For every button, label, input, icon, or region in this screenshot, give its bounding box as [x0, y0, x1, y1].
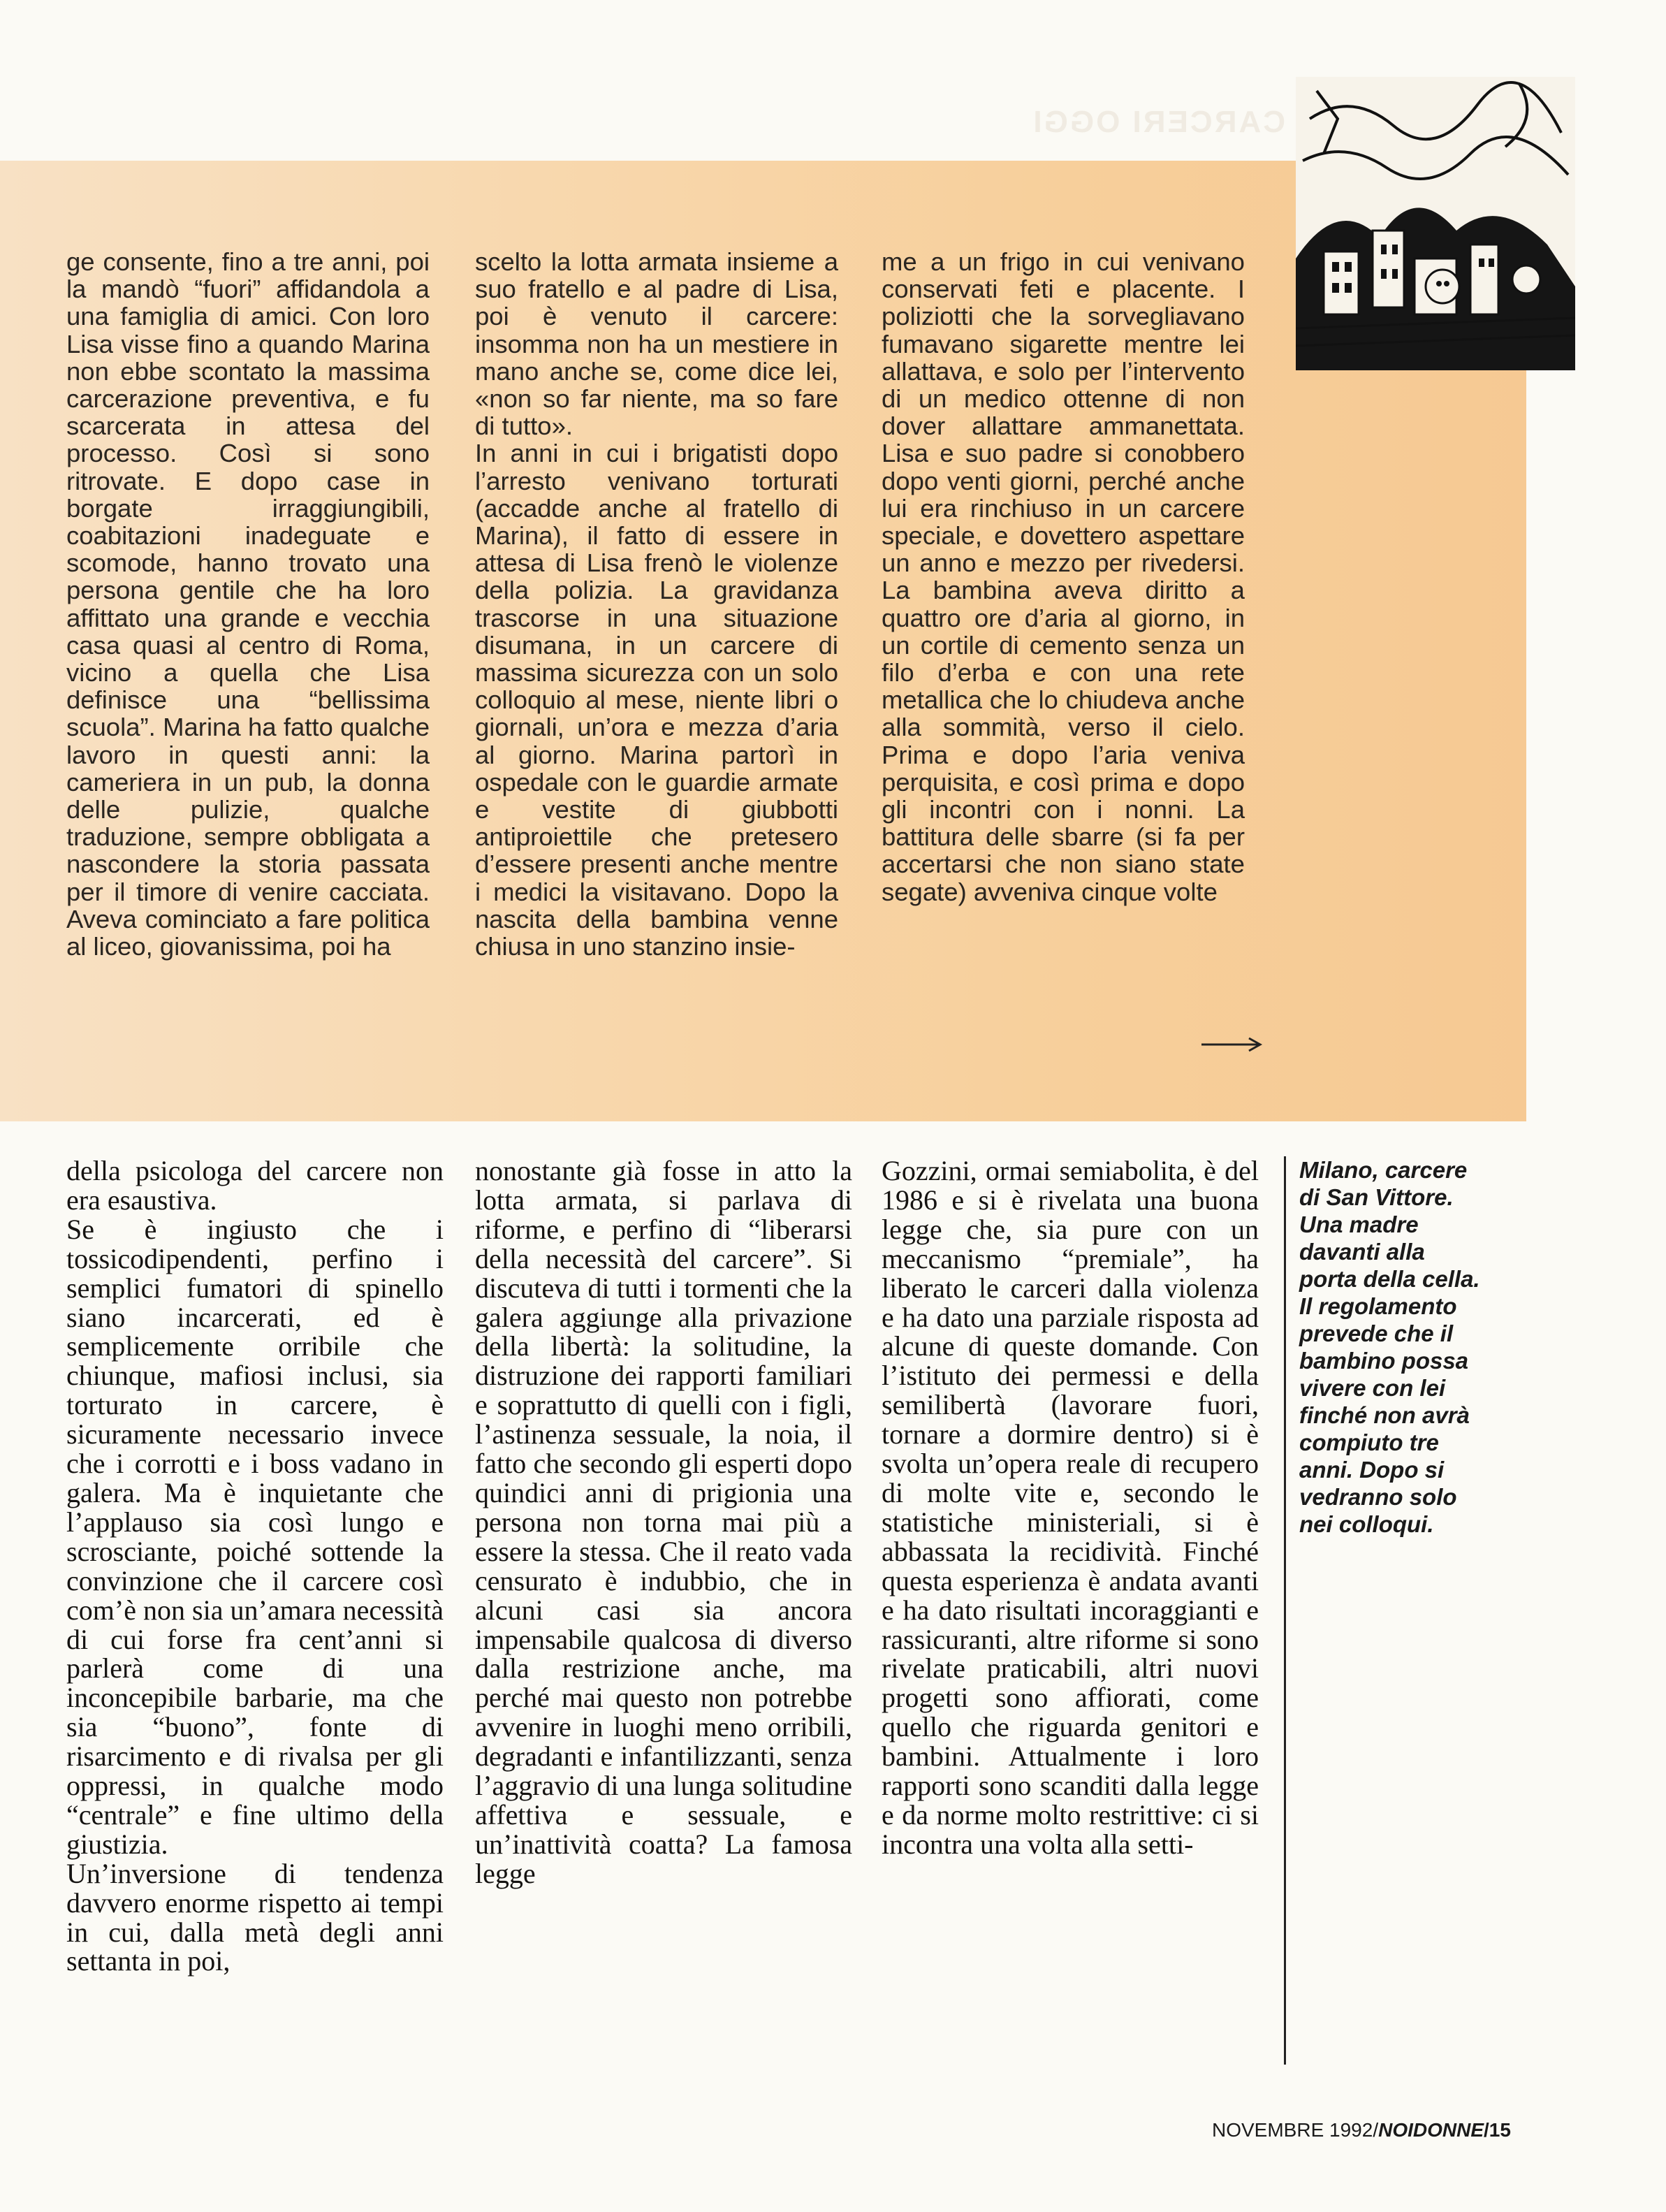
footer-date: NOVEMBRE 1992/	[1212, 2119, 1379, 2141]
article-column-bottom-2	[475, 1156, 852, 2065]
article-column-top-2	[475, 248, 838, 1058]
paragraph: Gozzini, ormai semiabolita, è del 1986 e si è rivelata una buona legge che, sia pure con un meccanismo “premiale”, ha liberato le carceri dalla violenza e ha dato una parziale risposta ad alcune di queste domande. Con l’istituto dei permessi e della semilibertà (lavorare fuori, tornare a dormire dentro) si è svolta un’opera reale di recupero di molte vite e, secondo le statistiche ministeriali, si è abbassata la recidività. Finché questa esperienza è andata avanti e ha dato risultati incoraggianti e rassicuranti, altre riforme si sono rivelate praticabili, altri nuovi progetti sono affiorati, come quello che riguarda genitori e bambini. Attualmente i loro rapporti sono scanditi dalla legge e da norme molto restrittive: ci si incontra una volta alla setti-	[882, 1155, 1259, 1860]
page-number: /15	[1484, 2119, 1511, 2141]
article-column-top-3	[882, 248, 1245, 1058]
paragraph: nonostante già fosse in atto la lotta armata, si parlava di riforme, e perfino di “liberarsi della necessità del carcere”. Si discuteva di tutti i tormenti che la galera aggiunge alla privazione della libertà: la solitudine, la distruzione dei rapporti familiari e soprattutto di quelli con i figli, l’astinenza sessuale, la noia, il fatto che secondo gli esperti dopo quindici anni di prigionia una persona non torna mai più a essere la stessa. Che il reato vada censurato è indubbio, che in alcuni casi sia ancora impensabile qualcosa di diverso dalla restrizione anche, ma perché mai questo non potrebbe avvenire in luoghi meno orribili, degradanti e infantilizzanti, senza l’aggravio di una lunga solitudine affettiva e sessuale, e un’inattività coatta? La famosa legge	[475, 1155, 852, 1889]
paragraph: della psicologa del carcere non era esaustiva.	[66, 1155, 444, 1216]
paragraph: Se è ingiusto che i tossicodipendenti, perfino i semplici fumatori di spinello siano incarcerati, ed è semplicemente orribile che chiunque, mafiosi inclusi, sia torturato in carcere, è sicuramente necessario invece che i corrotti e i boss vadano in galera. Ma è inquietante che l’applauso sia così lungo e scrosciante, poiché sottende la convinzione che il carcere così com’è non sia un’amara necessità di cui forse fra cent’anni si parlerà come di una inconcepibile barbarie, ma che sia “buono”, fonte di risarcimento e di rivalsa per gli oppressi, in qualche modo “centrale” e fine ultimo della giustizia.	[66, 1213, 444, 1860]
paragraph: me a un frigo in cui venivano conservati feti e placente. I poliziotti che la sorvegliavano fumavano sigarette mentre lei allattava, e solo per l’intervento di un medico ottenne di non dover allattare ammanettata. Lisa e suo padre si conobbero dopo venti giorni, perché anche lui era rinchiuso in un carcere speciale, e dovettero aspettare un anno e mezzo per rivedersi. La bambina aveva diritto a quattro ore d’aria al giorno, in un cortile di cemento senza un filo d’erba e con una rete metallica che lo chiudeva anche alla sommità, verso il cielo. Prima e dopo l’aria veniva perquisita, e così prima e dopo gli incontri con i nonni. La battitura delle sbarre (si fa per accertarsi che non siano state segate) avveniva cinque volte	[882, 247, 1245, 906]
article-column-top-1	[66, 248, 430, 1058]
page-footer	[1212, 2119, 1526, 2141]
article-column-bottom-3	[882, 1156, 1259, 2065]
article-column-bottom-1	[66, 1156, 444, 2065]
paragraph: scelto la lotta armata insieme a suo fratello e al padre di Lisa, poi è venuto il carcere: insomma non ha un mestiere in mano anche se, come dice lei, «non so far niente, ma so fare di tutto».	[475, 247, 838, 441]
continue-arrow-icon	[1200, 1034, 1263, 1055]
caption-divider	[1284, 1156, 1286, 2065]
woodcut-illustration	[1296, 77, 1575, 370]
footer-magazine: NOIDONNE	[1378, 2119, 1484, 2141]
paragraph: In anni in cui i brigatisti dopo l’arresto venivano torturati (accadde anche al fratello di Marina), il fatto di essere in attesa di Lisa frenò le violenze della polizia. La gravidanza trascorse in una situazione disumana, in un carcere di massima sicurezza con un solo colloquio al mese, niente libri o giornali, un’ora e mezza d’aria al giorno. Marina partorì in ospedale con le guardie armate e vestite di giubbotti antiproiettile che pretesero d’essere presenti anche mentre i medici la visitavano. Dopo la nascita della bambina venne chiusa in uno stanzino insie-	[475, 439, 838, 961]
photo-caption: Milano, carcere di San Vittore. Una madre davanti alla porta della cella. Il regolamento prevede che il bambino possa vivere con lei finché non avrà compiuto tre anni. Dopo si vedranno solo nei colloqui.	[1299, 1157, 1480, 1537]
paragraph: Un’inversione di tendenza davvero enorme rispetto ai tempi in cui, dalla metà degli anni settanta in poi,	[66, 1857, 444, 1977]
paragraph: ge consente, fino a tre anni, poi la mandò “fuori” affidandola a una famiglia di amici. Con loro Lisa visse fino a quando Marina non ebbe scontato la massima carcerazione preventiva, e fu scarcerata in attesa del processo. Così si sono ritrovate. E dopo case in borgate irraggiungibili, coabitazioni inadeguate e scomode, hanno trovato una persona gentile che ha loro affittato una grande e vecchia casa quasi al centro di Roma, vicino a quella che Lisa definisce una “bellissima scuola”. Marina ha fatto qualche lavoro in questi anni: la cameriera in un pub, la donna delle pulizie, qualche traduzione, sempre obbligata a nascondere la storia passata per il timore di venire cacciata. Aveva cominciato a fare politica al liceo, giovanissima, poi ha	[66, 247, 430, 961]
mirrored-section-header: CARCERI OGGI	[1031, 105, 1285, 139]
